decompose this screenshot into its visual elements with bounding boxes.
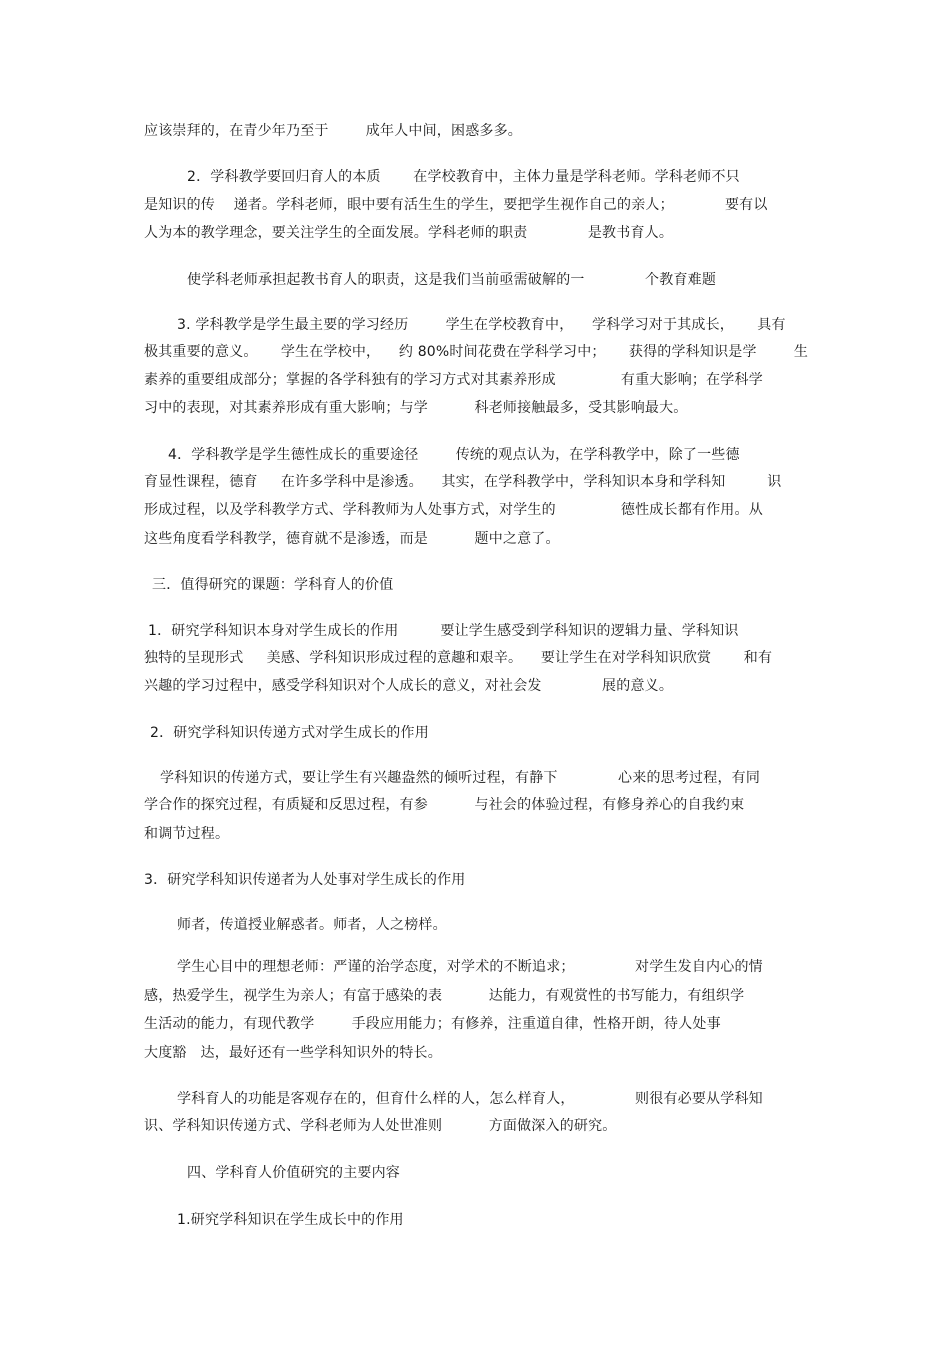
text-line: 素养的重要组成部分；掌握的各学科独有的学习方式对其素养形成 有重大影响；在学科学 (144, 372, 763, 388)
text-line: 学合作的探究过程，有质疑和反思过程，有参 与社会的体验过程，有修身养心的自我约束 (144, 797, 745, 813)
text-line: 极其重要的意义。 学生在学校中， 约 80%时间花费在学科学习中； 获得的学科知识是学 生 (144, 344, 809, 360)
text-line: 4．学科教学是学生德性成长的重要途径 传统的观点认为，在学科教学中，除了一些德 (168, 447, 740, 463)
text-line: 生活动的能力，有现代教学 手段应用能力；有修养，注重道自律，性格开朗，待人处事 (144, 1016, 721, 1032)
text-line: 大度豁 达，最好还有一些学科知识外的特长。 (144, 1045, 442, 1061)
text-line: 2．学科教学要回归育人的本质 在学校教育中，主体力量是学科老师。学科老师不只 (187, 169, 740, 185)
subsection-heading: 2．研究学科知识传递方式对学生成长的作用 (150, 725, 429, 741)
text-line: 和调节过程。 (144, 826, 230, 842)
text-line: 师者，传道授业解惑者。师者，人之榜样。 (177, 917, 447, 933)
subsection-heading: 3．研究学科知识传递者为人处事对学生成长的作用 (144, 872, 466, 888)
text-line: 形成过程，以及学科教学方式、学科教师为人处事方式，对学生的 德性成长都有作用。从 (144, 502, 763, 518)
text-line: 1．研究学科知识本身对学生成长的作用 要让学生感受到学科知识的逻辑力量、学科知识 (148, 623, 739, 639)
text-line: 学科知识的传递方式，要让学生有兴趣盎然的倾听过程，有静下 心来的思考过程，有同 (160, 770, 761, 786)
text-line: 3. 学科教学是学生最主要的学习经历 学生在学校教育中， 学科学习对于其成长， 具有 (177, 317, 786, 333)
section-heading: 三．值得研究的课题：学科育人的价值 (152, 577, 394, 593)
subsection-heading: 1.研究学科知识在学生成长中的作用 (177, 1212, 404, 1228)
text-line: 兴趣的学习过程中，感受学科知识对个人成长的意义，对社会发 展的意义。 (144, 678, 674, 694)
text-line: 育显性课程，德育 在许多学科中是渗透。 其实，在学科教学中，学科知识本身和学科知 识 (144, 474, 782, 490)
text-line: 学生心目中的理想老师：严谨的治学态度，对学术的不断追求； 对学生发自内心的情 (177, 959, 763, 975)
text-line: 应该崇拜的，在青少年乃至于 成年人中间，困惑多多。 (144, 123, 522, 139)
section-heading: 四、学科育人价值研究的主要内容 (187, 1165, 400, 1181)
text-line: 感，热爱学生，视学生为亲人；有富于感染的表 达能力，有观赏性的书写能力，有组织学 (144, 988, 745, 1004)
text-line: 独特的呈现形式 美感、学科知识形成过程的意趣和艰辛。 要让学生在对学科知识欣赏 和有 (144, 650, 773, 666)
text-line: 是知识的传 递者。学科老师，眼中要有活生生的学生，要把学生视作自己的亲人； 要有以 (144, 197, 768, 213)
text-line: 学科育人的功能是客观存在的，但育什么样的人，怎么样育人， 则很有必要从学科知 (177, 1091, 763, 1107)
text-line: 这些角度看学科教学，德育就不是渗透，而是 题中之意了。 (144, 531, 560, 547)
text-line: 人为本的教学理念，要关注学生的全面发展。学科老师的职责 是教书育人。 (144, 225, 674, 241)
text-line: 识、学科知识传递方式、学科老师为人处世准则 方面做深入的研究。 (144, 1118, 617, 1134)
text-line: 习中的表现，对其素养形成有重大影响；与学 科老师接触最多，受其影响最大。 (144, 400, 688, 416)
text-line: 使学科老师承担起教书育人的职责，这是我们当前亟需破解的一 个教育难题 (187, 272, 717, 288)
